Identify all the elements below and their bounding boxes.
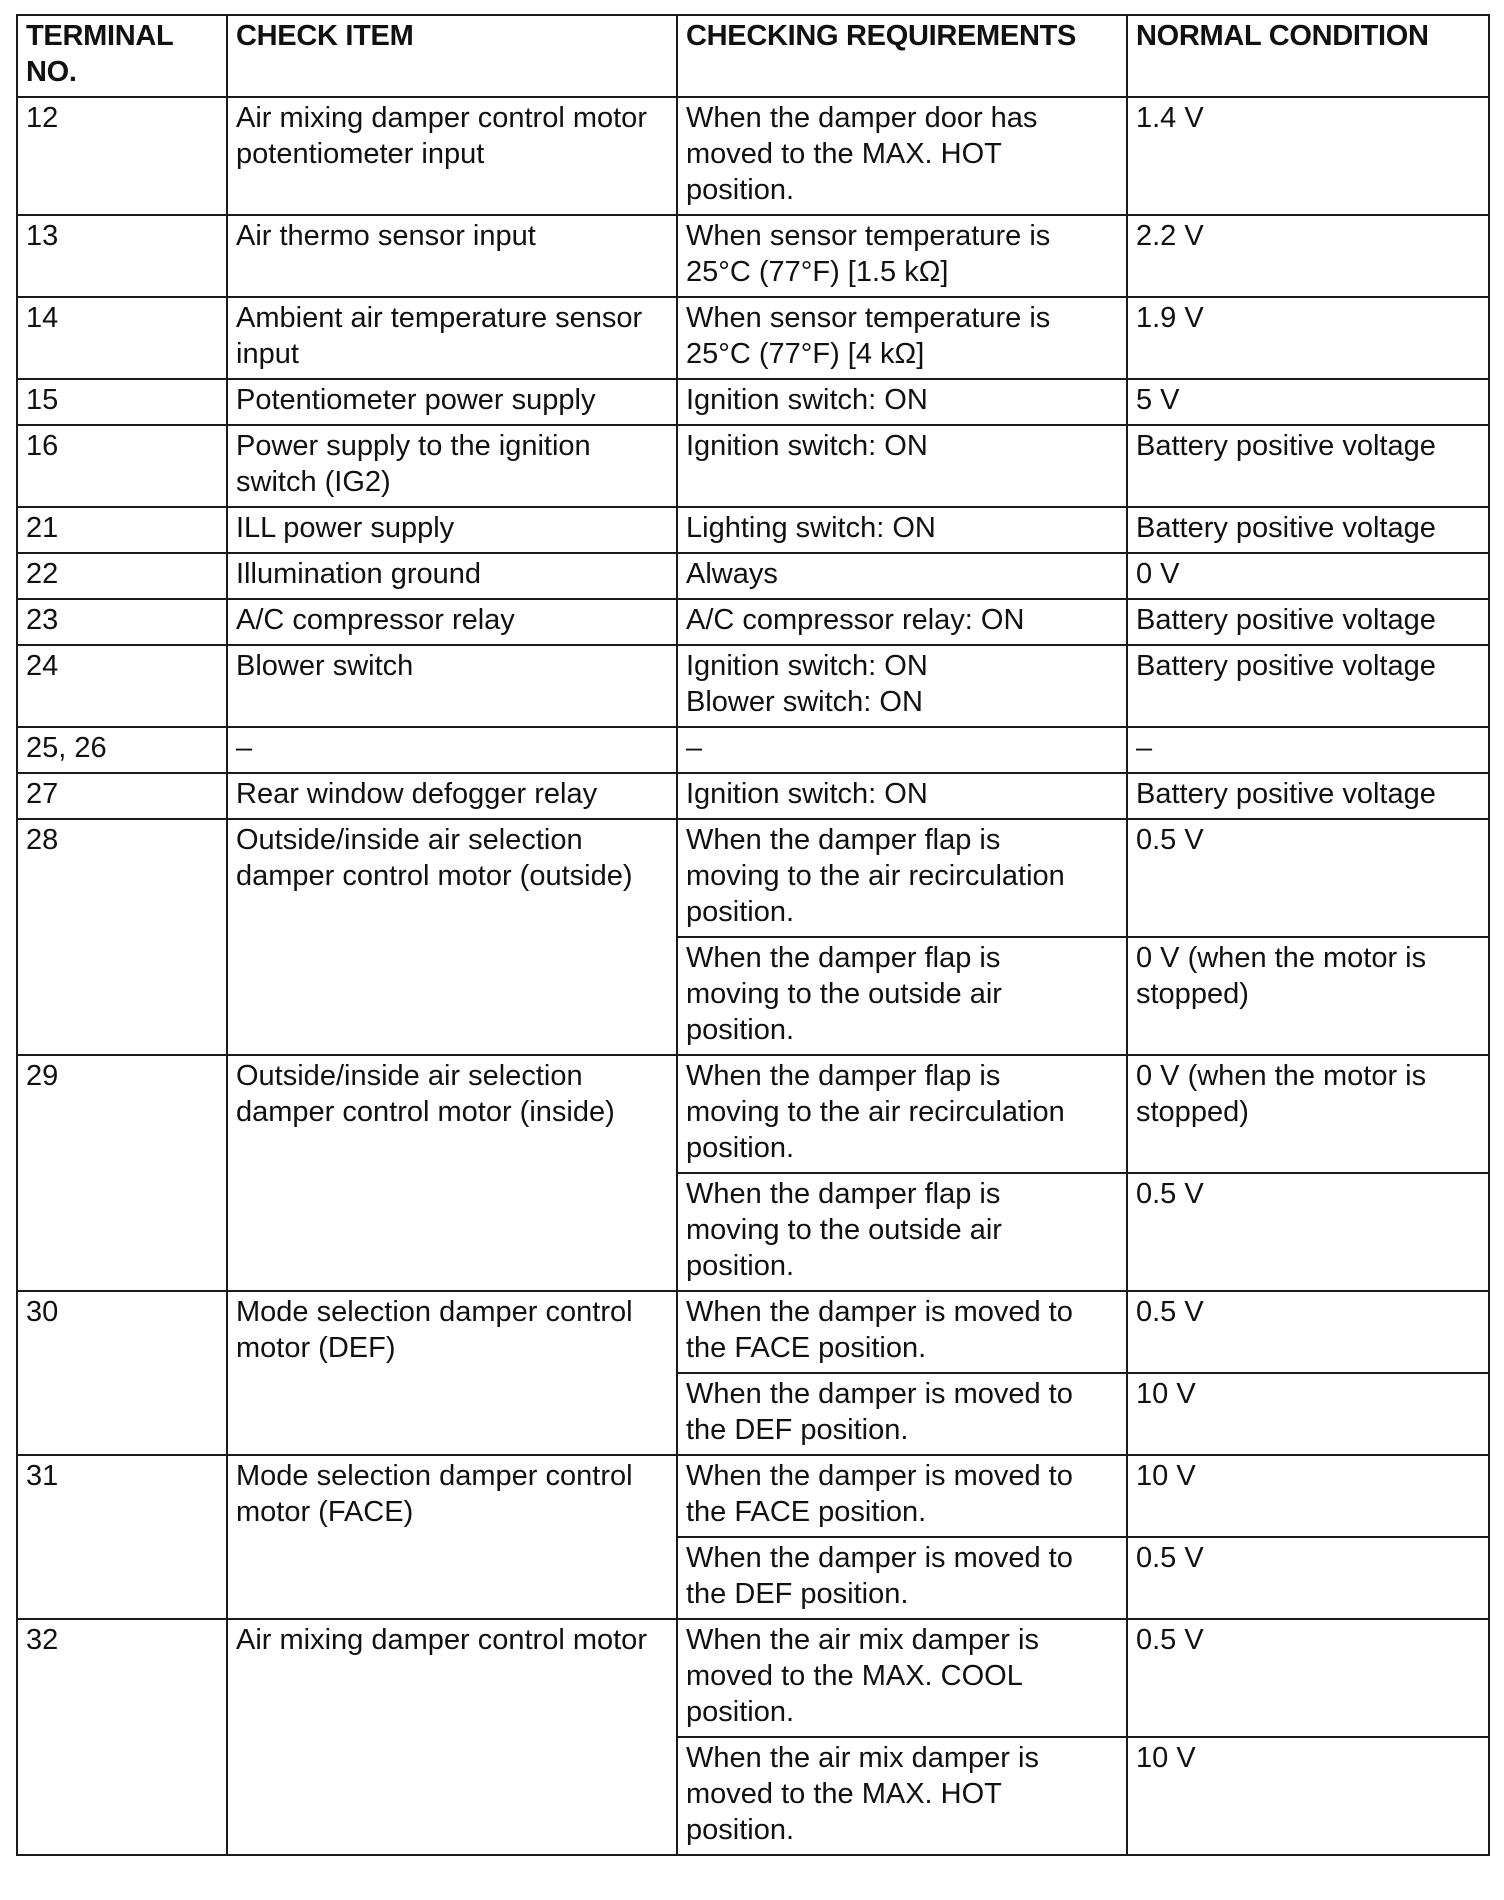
- terminal-no-cell: 24: [17, 645, 227, 727]
- terminal-check-table: [16, 14, 1490, 1856]
- terminal-no-cell: 29: [17, 1055, 227, 1291]
- checking-requirement-cell: When the damper is moved to the DEF position.: [677, 1373, 1127, 1455]
- normal-condition-cell: 0.5 V: [1127, 819, 1489, 937]
- normal-condition-cell: 10 V: [1127, 1455, 1489, 1537]
- check-item-cell: Potentiometer power supply: [227, 379, 677, 425]
- check-item-cell: Outside/inside air selection damper control motor (outside): [227, 819, 677, 1055]
- terminal-no-cell: 14: [17, 297, 227, 379]
- header-terminal-no: TERMINAL NO.: [17, 15, 227, 97]
- check-item-cell: Illumination ground: [227, 553, 677, 599]
- normal-condition-cell: 0.5 V: [1127, 1537, 1489, 1619]
- normal-condition-cell: 1.9 V: [1127, 297, 1489, 379]
- normal-condition-cell: 0.5 V: [1127, 1291, 1489, 1373]
- check-item-cell: Air thermo sensor input: [227, 215, 677, 297]
- normal-condition-cell: 0.5 V: [1127, 1619, 1489, 1737]
- table-row: [17, 425, 1489, 507]
- checking-requirement-cell: –: [677, 727, 1127, 773]
- checking-requirement-cell: When the damper is moved to the FACE position.: [677, 1291, 1127, 1373]
- normal-condition-cell: Battery positive voltage: [1127, 425, 1489, 507]
- checking-requirement-cell: When sensor temperature is 25°C (77°F) [4 kΩ]: [677, 297, 1127, 379]
- checking-requirement-cell: Ignition switch: ON: [677, 773, 1127, 819]
- check-item-cell: Blower switch: [227, 645, 677, 727]
- checking-requirement-cell: A/C compressor relay: ON: [677, 599, 1127, 645]
- checking-requirement-cell: When the damper is moved to the FACE position.: [677, 1455, 1127, 1537]
- normal-condition-cell: Battery positive voltage: [1127, 599, 1489, 645]
- table-row: [17, 599, 1489, 645]
- terminal-no-cell: 22: [17, 553, 227, 599]
- check-item-cell: Rear window defogger relay: [227, 773, 677, 819]
- header-normal-condition: NORMAL CONDITION: [1127, 15, 1489, 97]
- table-row: [17, 215, 1489, 297]
- header-checking-requirements: CHECKING REQUIREMENTS: [677, 15, 1127, 97]
- terminal-no-cell: 27: [17, 773, 227, 819]
- terminal-no-cell: 12: [17, 97, 227, 215]
- normal-condition-cell: 0 V: [1127, 553, 1489, 599]
- checking-requirement-cell: When the air mix damper is moved to the MAX. COOL position.: [677, 1619, 1127, 1737]
- terminal-no-cell: 13: [17, 215, 227, 297]
- table-row: [17, 1291, 1489, 1373]
- check-item-cell: Air mixing damper control motor potentiometer input: [227, 97, 677, 215]
- table-row: [17, 1055, 1489, 1173]
- check-item-cell: ILL power supply: [227, 507, 677, 553]
- normal-condition-cell: 0 V (when the motor is stopped): [1127, 937, 1489, 1055]
- check-item-cell: –: [227, 727, 677, 773]
- table-row: [17, 507, 1489, 553]
- checking-requirement-cell: When the damper door has moved to the MAX. HOT position.: [677, 97, 1127, 215]
- normal-condition-cell: 1.4 V: [1127, 97, 1489, 215]
- check-item-cell: Outside/inside air selection damper control motor (inside): [227, 1055, 677, 1291]
- terminal-no-cell: 23: [17, 599, 227, 645]
- normal-condition-cell: Battery positive voltage: [1127, 645, 1489, 727]
- table-row: [17, 727, 1489, 773]
- checking-requirement-cell: Always: [677, 553, 1127, 599]
- table-row: [17, 1455, 1489, 1537]
- check-item-cell: Mode selection damper control motor (FACE): [227, 1455, 677, 1619]
- checking-requirement-cell: When the damper flap is moving to the air recirculation position.: [677, 819, 1127, 937]
- terminal-no-cell: 31: [17, 1455, 227, 1619]
- checking-requirement-cell: Ignition switch: ON: [677, 379, 1127, 425]
- normal-condition-cell: 2.2 V: [1127, 215, 1489, 297]
- terminal-no-cell: 16: [17, 425, 227, 507]
- table-row: [17, 819, 1489, 937]
- header-check-item: CHECK ITEM: [227, 15, 677, 97]
- terminal-no-cell: 25, 26: [17, 727, 227, 773]
- checking-requirement-cell: When the damper flap is moving to the air recirculation position.: [677, 1055, 1127, 1173]
- table-row: [17, 1619, 1489, 1737]
- check-item-cell: Power supply to the ignition switch (IG2): [227, 425, 677, 507]
- checking-requirement-cell: When sensor temperature is 25°C (77°F) [1.5 kΩ]: [677, 215, 1127, 297]
- check-item-cell: Ambient air temperature sensor input: [227, 297, 677, 379]
- checking-requirement-cell: When the damper flap is moving to the outside air position.: [677, 1173, 1127, 1291]
- normal-condition-cell: 0 V (when the motor is stopped): [1127, 1055, 1489, 1173]
- table-row: [17, 645, 1489, 727]
- checking-requirement-cell: When the damper flap is moving to the outside air position.: [677, 937, 1127, 1055]
- checking-requirement-cell: Lighting switch: ON: [677, 507, 1127, 553]
- terminal-no-cell: 28: [17, 819, 227, 1055]
- check-item-cell: A/C compressor relay: [227, 599, 677, 645]
- check-item-cell: Air mixing damper control motor: [227, 1619, 677, 1855]
- checking-requirement-cell: Ignition switch: ON: [677, 425, 1127, 507]
- normal-condition-cell: 5 V: [1127, 379, 1489, 425]
- normal-condition-cell: –: [1127, 727, 1489, 773]
- table-row: [17, 379, 1489, 425]
- header-row: [17, 15, 1489, 97]
- check-item-cell: Mode selection damper control motor (DEF): [227, 1291, 677, 1455]
- table-row: [17, 773, 1489, 819]
- normal-condition-cell: Battery positive voltage: [1127, 773, 1489, 819]
- terminal-no-cell: 15: [17, 379, 227, 425]
- checking-requirement-cell: When the damper is moved to the DEF position.: [677, 1537, 1127, 1619]
- checking-requirement-cell: When the air mix damper is moved to the MAX. HOT position.: [677, 1737, 1127, 1855]
- normal-condition-cell: Battery positive voltage: [1127, 507, 1489, 553]
- checking-requirement-cell: Ignition switch: ON Blower switch: ON: [677, 645, 1127, 727]
- terminal-no-cell: 32: [17, 1619, 227, 1855]
- normal-condition-cell: 10 V: [1127, 1737, 1489, 1855]
- table-body: [17, 97, 1489, 1855]
- table-row: [17, 297, 1489, 379]
- normal-condition-cell: 0.5 V: [1127, 1173, 1489, 1291]
- table-row: [17, 553, 1489, 599]
- terminal-no-cell: 30: [17, 1291, 227, 1455]
- table-row: [17, 97, 1489, 215]
- normal-condition-cell: 10 V: [1127, 1373, 1489, 1455]
- terminal-check-page: [16, 14, 1488, 1856]
- table-header: [17, 15, 1489, 97]
- terminal-no-cell: 21: [17, 507, 227, 553]
